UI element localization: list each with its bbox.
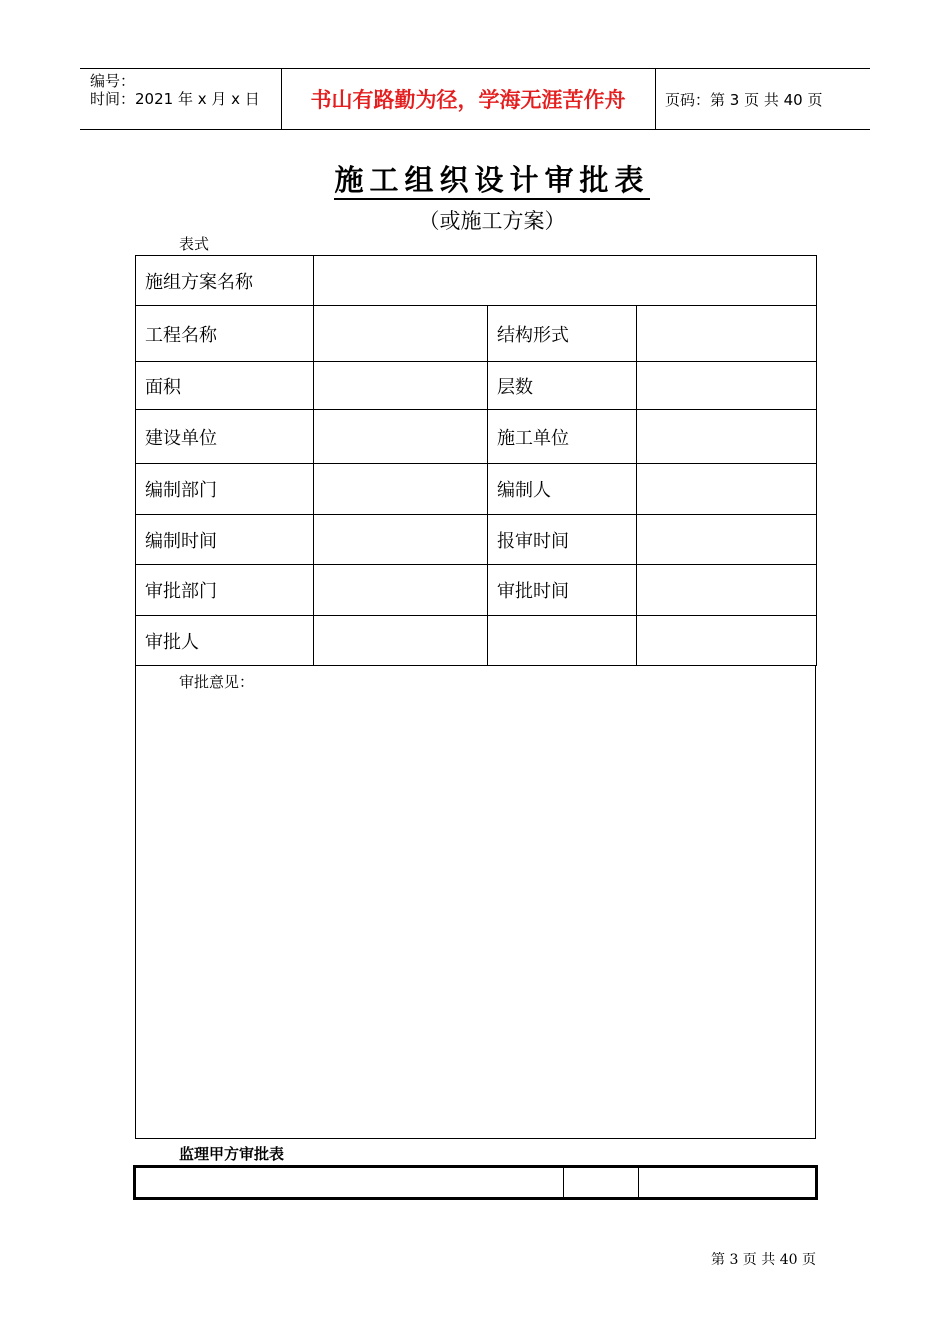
header-page-number: 页码：第 3 页 共 40 页	[665, 90, 823, 109]
table-row	[135, 1167, 817, 1199]
supervision-cell[interactable]	[638, 1167, 816, 1199]
form-subtitle: （或施工方案）	[418, 209, 566, 233]
approving-dept-label: 审批部门	[136, 565, 314, 616]
table-row	[136, 565, 817, 616]
structure-type-field[interactable]	[637, 306, 817, 362]
document-date-label: 时间：2021 年 x 月 x 日	[90, 90, 260, 108]
supervision-approval-table	[133, 1165, 818, 1200]
preparation-date-field[interactable]	[314, 515, 488, 565]
header-meta-cell	[80, 69, 282, 129]
approval-date-label: 审批时间	[488, 565, 637, 616]
table-row	[136, 515, 817, 565]
page-footer: 第 3 页 共 40 页	[711, 1252, 816, 1268]
construction-unit-field[interactable]	[637, 410, 817, 464]
table-row	[136, 464, 817, 515]
approval-form-table	[135, 255, 817, 666]
preparer-field[interactable]	[637, 464, 817, 515]
header-motto: 书山有路勤为径，学海无涯苦作舟	[281, 69, 656, 129]
approving-dept-field[interactable]	[314, 565, 488, 616]
owner-unit-field[interactable]	[314, 410, 488, 464]
plan-name-field[interactable]	[314, 256, 817, 306]
form-title	[0, 158, 950, 199]
table-row	[136, 306, 817, 362]
floors-field[interactable]	[637, 362, 817, 410]
submission-date-label: 报审时间	[488, 515, 637, 565]
floors-label: 层数	[488, 362, 637, 410]
area-label: 面积	[136, 362, 314, 410]
approval-opinion-box[interactable]	[135, 665, 816, 1139]
preparation-date-label: 编制时间	[136, 515, 314, 565]
approval-opinion-label: 审批意见：	[179, 673, 255, 691]
approval-date-field[interactable]	[637, 565, 817, 616]
construction-unit-label: 施工单位	[488, 410, 637, 464]
page-header	[80, 68, 870, 130]
project-name-label: 工程名称	[136, 306, 314, 362]
structure-type-label: 结构形式	[488, 306, 637, 362]
blank-cell[interactable]	[637, 616, 817, 666]
supervision-cell[interactable]	[563, 1167, 638, 1199]
table-row	[136, 410, 817, 464]
blank-cell[interactable]	[488, 616, 637, 666]
submission-date-field[interactable]	[637, 515, 817, 565]
area-field[interactable]	[314, 362, 488, 410]
project-name-field[interactable]	[314, 306, 488, 362]
plan-name-label: 施组方案名称	[136, 256, 314, 306]
approver-field[interactable]	[314, 616, 488, 666]
form-code-label: 表式	[179, 235, 210, 253]
preparer-label: 编制人	[488, 464, 637, 515]
document-number-label: 编号：	[90, 72, 136, 90]
supervision-approval-heading: 监理甲方审批表	[179, 1145, 285, 1163]
owner-unit-label: 建设单位	[136, 410, 314, 464]
table-row	[136, 256, 817, 306]
table-row	[136, 362, 817, 410]
approver-label: 审批人	[136, 616, 314, 666]
preparing-dept-label: 编制部门	[136, 464, 314, 515]
table-row	[136, 616, 817, 666]
preparing-dept-field[interactable]	[314, 464, 488, 515]
supervision-cell[interactable]	[135, 1167, 564, 1199]
form-title-text: 施工组织设计审批表	[334, 163, 649, 200]
